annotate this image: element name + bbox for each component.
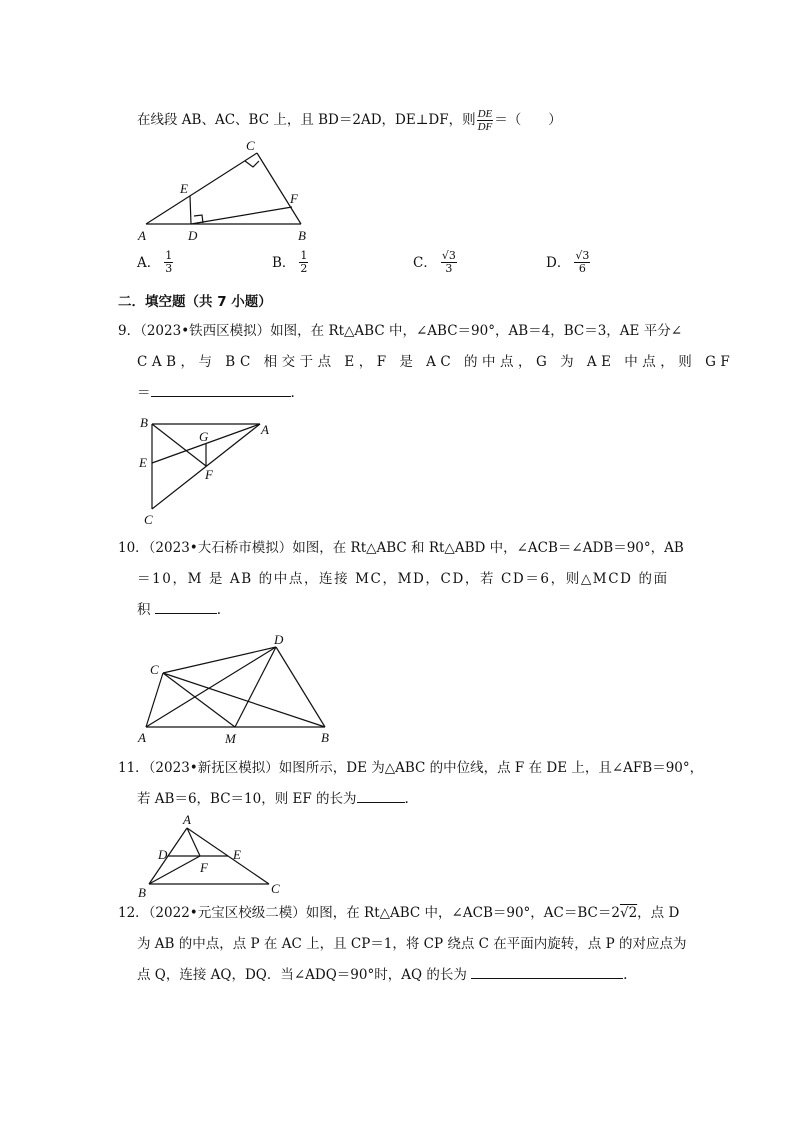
q8-line: 在线段 AB、AC、BC 上，且 BD＝2AD，DE⊥DF，则 xyxy=(137,112,476,128)
q11-label-d: D xyxy=(158,847,168,862)
q8-label-d: D xyxy=(188,228,198,243)
q9-label-c: C xyxy=(144,512,153,527)
q8-label-b: B xyxy=(298,228,306,243)
q9-label-g: G xyxy=(199,429,209,444)
q10-line2: ＝10，M 是 AB 的中点，连接 MC，MD，CD，若 CD＝6，则△MCD 的面 xyxy=(137,571,669,587)
q10-label-c: C xyxy=(150,662,159,677)
q11-label-f: F xyxy=(200,860,208,875)
q12-answer-blank[interactable] xyxy=(471,966,623,979)
q11-line1: 11．（2023•新抚区模拟）如图所示，DE 为△ABC 的中位线，点 F 在 DE 上，且∠AFB＝90°， xyxy=(118,760,704,776)
q11-label-c: C xyxy=(271,881,280,896)
q10-label-m: M xyxy=(225,731,236,746)
q11-segment-bf xyxy=(149,856,200,884)
q9-line2: CAB，与 BC 相交于点 E，F 是 AC 的中点，G 为 AE 中点，则 GF xyxy=(137,354,735,370)
section-title: 二．填空题（共 7 小题） xyxy=(118,294,272,310)
q9-label-e: E xyxy=(139,455,147,470)
q8-label-a: A xyxy=(138,228,146,243)
q8-option-d[interactable]: D． $\frac{√3}{6}$ xyxy=(546,249,590,275)
q11-label-e: E xyxy=(233,847,241,862)
q10-line1: 10．（2023•大石桥市模拟）如图，在 Rt△ABC 和 Rt△ABD 中，∠ACB＝∠ADB＝90°，AB xyxy=(118,540,684,556)
q8-fraction: $\frac{DE}{DF}$ xyxy=(477,108,493,133)
q9-label-a: A xyxy=(261,422,269,437)
q9-label-b: B xyxy=(140,415,148,430)
q8-label-c: C xyxy=(246,138,255,153)
q9-line1: 9．（2023•铁西区模拟）如图，在 Rt△ABC 中，∠ABC＝90°，AB＝4，BC＝3，AE 平分∠ xyxy=(118,323,683,339)
q8-tail: ＝（ ） xyxy=(494,112,562,128)
q12-line2: 为 AB 的中点，点 P 在 AC 上，且 CP＝1，将 CP 绕点 C 在平面内旋转，点 P 的对应点为 xyxy=(137,936,687,952)
q8-option-c[interactable]: C． $\frac{√3}{3}$ xyxy=(413,249,456,275)
q10-label-b: B xyxy=(321,730,329,745)
q12-line3: 点 Q，连接 AQ，DQ．当∠ADQ＝90°时，AQ 的长为 . xyxy=(137,967,628,983)
q10-line3: 积 . xyxy=(137,602,222,618)
q9-line3: ＝ . xyxy=(137,385,295,401)
q9-label-f: F xyxy=(205,467,213,482)
q11-line2: 若 AB＝6，BC＝10，则 EF 的长为 . xyxy=(137,791,409,807)
q11-label-b: B xyxy=(138,885,146,900)
q8-option-b[interactable]: B． $\frac{1}{2}$ xyxy=(272,249,308,275)
q8-option-a[interactable]: A． $\frac{1}{3}$ xyxy=(137,249,173,275)
q12-line1: 12．（2022•元宝区校级二模）如图，在 Rt△ABC 中，∠ACB＝90°，AC＝BC＝2√2，点 D xyxy=(118,905,680,921)
q8-label-f: F xyxy=(290,191,298,206)
q8-label-e: E xyxy=(180,181,188,196)
q10-label-a: A xyxy=(138,730,146,745)
q10-label-d: D xyxy=(274,632,284,647)
q11-label-a: A xyxy=(183,812,191,827)
